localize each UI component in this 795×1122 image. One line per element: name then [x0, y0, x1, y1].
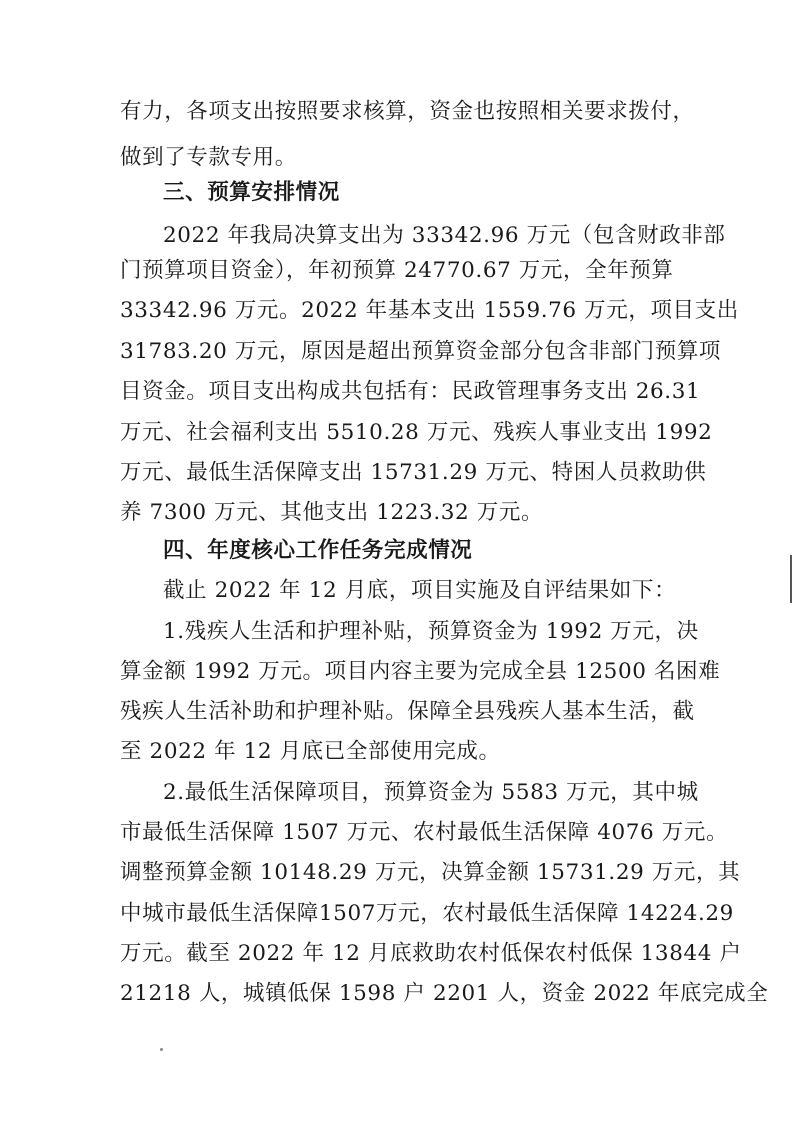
body-line: 调整预算金额 10148.29 万元，决算金额 15731.29 万元，其	[120, 860, 741, 885]
body-line: 市最低生活保障 1507 万元、农村最低生活保障 4076 万元。	[120, 820, 729, 845]
body-line: 截止 2022 年 12 月底，项目实施及自评结果如下：	[163, 578, 677, 603]
body-line: 21218 人，城镇低保 1598 户 2201 人，资金 2022 年底完成全	[120, 981, 769, 1006]
section-heading-core-tasks: 四、年度核心工作任务完成情况	[163, 538, 473, 563]
scan-edge-mark	[790, 555, 792, 603]
body-line: 2022 年我局决算支出为 33342.96 万元（包含财政非部	[163, 223, 726, 248]
body-line: 门预算项目资金），年初预算 24770.67 万元，全年预算	[120, 258, 674, 283]
body-line: 1.残疾人生活和护理补贴，预算资金为 1992 万元，决	[163, 619, 699, 644]
body-line: 目资金。项目支出构成共包括有：民政管理事务支出 26.31	[120, 379, 701, 404]
scan-speck	[160, 1048, 163, 1051]
body-line: 万元。截至 2022 年 12 月底救助农村低保农村低保 13844 户	[120, 941, 742, 966]
body-line: 2.最低生活保障项目，预算资金为 5583 万元，其中城	[163, 780, 699, 805]
body-line: 养 7300 万元、其他支出 1223.32 万元。	[120, 500, 544, 525]
body-line: 33342.96 万元。2022 年基本支出 1559.76 万元，项目支出	[120, 298, 739, 323]
section-heading-budget: 三、预算安排情况	[163, 180, 340, 205]
body-line: 有力，各项支出按照要求核算，资金也按照相关要求拨付，	[120, 99, 695, 124]
body-line: 万元、最低生活保障支出 15731.29 万元、特困人员救助供	[120, 460, 707, 485]
body-line: 万元、社会福利支出 5510.28 万元、残疾人事业支出 1992	[120, 420, 713, 445]
body-line: 残疾人生活补助和护理补贴。保障全县残疾人基本生活，截	[120, 699, 695, 724]
body-line: 算金额 1992 万元。项目内容主要为完成全县 12500 名困难	[120, 659, 721, 684]
body-line: 中城市最低生活保障1507万元，农村最低生活保障 14224.29	[120, 901, 734, 926]
body-line: 31783.20 万元，原因是超出预算资金部分包含非部门预算项	[120, 339, 722, 364]
body-line: 做到了专款专用。	[120, 145, 297, 170]
body-line: 至 2022 年 12 月底已全部使用完成。	[120, 739, 501, 764]
